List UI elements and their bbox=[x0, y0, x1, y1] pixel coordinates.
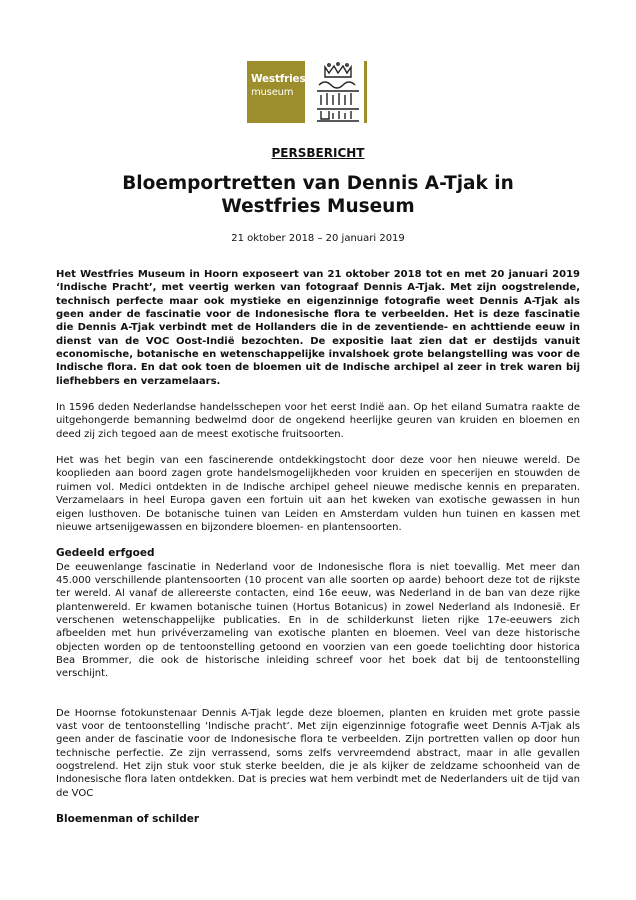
logo-line1: Westfries bbox=[251, 73, 306, 85]
exhibition-dates: 21 oktober 2018 – 20 januari 2019 bbox=[231, 233, 405, 244]
body-paragraph: Het was het begin van een fascinerende ontdekkingstocht door deze voor hen nieuwe wereld. De kooplieden aan boord zagen grote handelsmogelijkheden voor kruiden en specerijen en stouwden de ruimen vol. Medici ontdekten in de Indische archipel geheel nieuwe medische kennis en preparaten. Verzamelaars in heel Europa gaven een fortuin uit aan het kweken van exotische gewassen in hun eigen lusthoven. De botanische tuinen van Leiden en Amsterdam vulden hun tuinen en kassen met nieuwe artsenijgewassen en bijzondere bloemen- en plantensoorten. bbox=[56, 455, 580, 533]
logo-wordmark-box bbox=[247, 61, 305, 123]
logo-line2: museum bbox=[251, 87, 294, 98]
museum-logo bbox=[247, 61, 367, 123]
body-paragraph: De Hoornse fotokunstenaar Dennis A-Tjak legde deze bloemen, planten en kruiden met grote passie vast voor de tentoonstelling ‘Indische pracht’. Met zijn eigenzinnige fotografie weet Dennis A-Tjak als geen ander de fascinatie voor de Indonesische flora te verbeelden. Zijn portretten vallen op door hun technische perfectie. Ze zijn verrassend, soms zelfs vervreemdend abstract, maar in alle gevallen oogstrelend. Het zijn stuk voor stuk sterke beelden, die je als kijker de zeldzame schoonheid van de Indonesische flora laten ontdekken. Dat is precies wat hem verbindt met de Nederlanders uit de tijd van de VOC bbox=[56, 707, 580, 799]
press-release-label: PERSBERICHT bbox=[271, 146, 365, 160]
document-body bbox=[56, 268, 580, 826]
document-title: Bloemportretten van Dennis A-Tjak in Westfries Museum bbox=[122, 173, 514, 217]
section-heading: Bloemenman of schilder bbox=[56, 813, 200, 826]
section-heading: Gedeeld erfgoed bbox=[56, 547, 155, 560]
intro-paragraph: Het Westfries Museum in Hoorn exposeert van 21 oktober 2018 tot en met 20 januari 2019 ‘Indische Pracht’, met veertig werken van fotograaf Dennis A-Tjak. Met zijn oogstrelende, technisch perfecte maar ook mystieke en eigenzinnige fotografie weet Dennis A-Tjak als geen ander de fascinatie voor de Indonesische flora te verbeelden. Het is deze fascinatie die Dennis A-Tjak verbindt met de Hollanders die in de zeventiende- en achttiende eeuw in dienst van de VOC Oost-Indië bezochten. De expositie laat zien dat er destijds vanuit economische, botanische en wetenschappelijke invalshoek grote belangstelling was voor de Indische flora. En dat ook toen de bloemen uit de Indische archipel al zeer in trek waren bij liefhebbers en verzamelaars. bbox=[56, 269, 580, 387]
logo-wordmark bbox=[251, 73, 306, 99]
body-paragraph: In 1596 deden Nederlandse handelsschepen voor het eerst Indië aan. Op het eiland Sumatra raakte de uitgehongerde bemanning bedwelmd door de ongekend heerlijke geuren van kruiden en bloemen en deed zij zich tegoed aan de meest exotische fruitsoorten. bbox=[56, 402, 580, 440]
body-paragraph: De eeuwenlange fascinatie in Nederland voor de Indonesische flora is niet toevallig. Met meer dan 45.000 verschillende plantensoorten (10 procent van alle soorten op aarde) behoort deze tot de rijkste ter wereld. Al vanaf de allereerste contacten, eind 16e eeuw, was Nederland in de ban van deze rijke plantenwereld. Er kwamen botanische tuinen (Hortus Botanicus) in zowel Nederland als Indonesië. Er verschenen wetenschappelijke publicaties. En in de schilderkunst lieten rijke 17e-eeuwers zich afbeelden met hun privéverzameling van exotische planten en bloemen. Veel van deze historische objecten worden op de tentoonstelling getoond en voorzien van een goede toelichting door historica Bea Brommer, die ook de historische inleiding schreef voor het boek dat bij de tentoonstelling verschijnt. bbox=[56, 561, 580, 680]
logo-side-bar bbox=[364, 61, 367, 123]
crown-emblem-icon bbox=[309, 61, 367, 123]
